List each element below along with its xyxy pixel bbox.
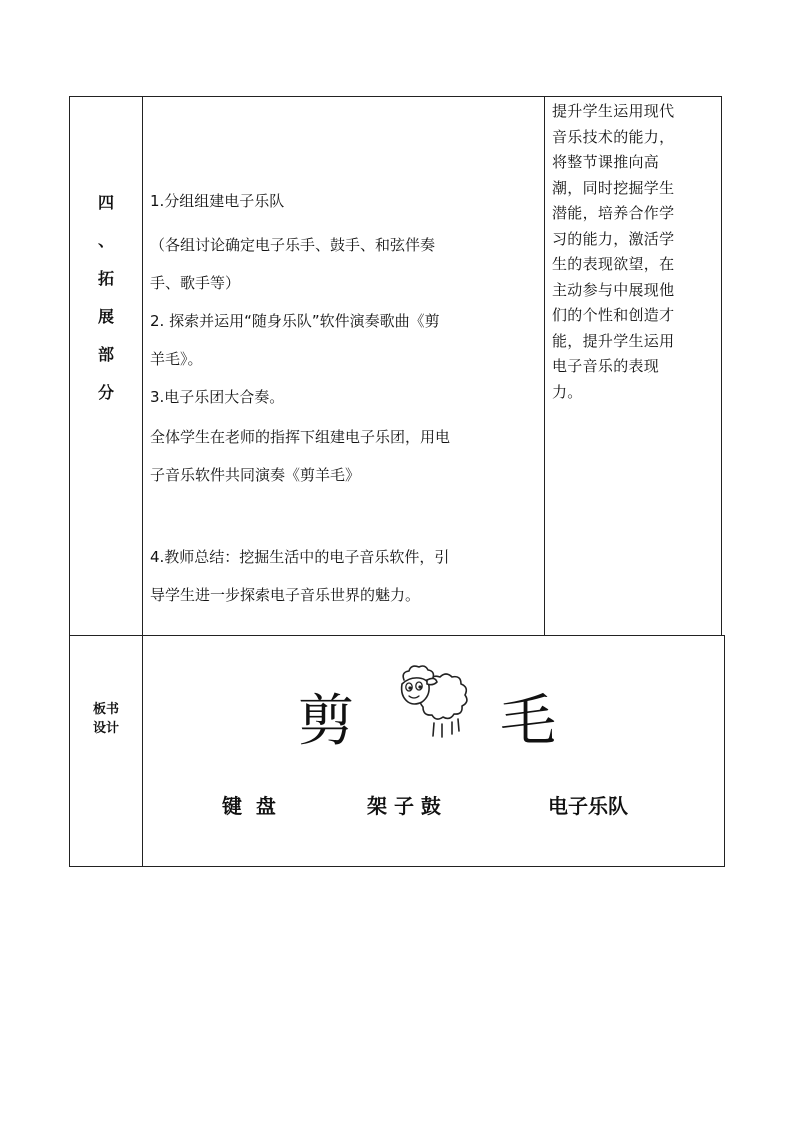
- table-border-right-upper: [721, 96, 722, 635]
- content-line: 4.教师总结：挖掘生活中的电子音乐软件，引: [150, 548, 450, 566]
- content-line: 3.电子乐团大合奏。: [150, 388, 285, 406]
- section-title-char: 、: [97, 231, 114, 250]
- content-line: 子音乐软件共同演奏《剪羊毛》: [150, 466, 361, 484]
- board-label-line: 设计: [92, 721, 119, 736]
- content-line: 全体学生在老师的指挥下组建电子乐团，用电: [150, 428, 451, 446]
- column-divider-1: [142, 96, 143, 867]
- table-border-right-lower: [724, 635, 725, 867]
- content-line: 1.分组组建电子乐队: [150, 192, 285, 210]
- purpose-line: 提升学生运用现代: [552, 102, 675, 120]
- purpose-line: 潮，同时挖掘学生: [552, 178, 675, 197]
- board-keyword: 架 子 鼓: [367, 794, 441, 818]
- purpose-line: 主动参与中展现他: [552, 280, 675, 299]
- board-title-char: 毛: [500, 689, 556, 754]
- purpose-line: 音乐技术的能力，: [552, 127, 675, 146]
- section-title-char: 部: [97, 345, 114, 364]
- purpose-line: 力。: [552, 382, 583, 401]
- content-line: 导学生进一步探索电子音乐世界的魅力。: [150, 586, 421, 604]
- board-design-label: [70, 700, 142, 738]
- board-keyword: 电子乐队: [548, 794, 628, 818]
- board-title-char: 剪: [298, 689, 354, 754]
- board-keyword: 键 盘: [222, 794, 276, 818]
- content-line: （各组讨论确定电子乐手、鼓手、和弦伴奏: [150, 236, 436, 254]
- row-divider: [69, 635, 725, 636]
- content-line: 手、歌手等）: [150, 274, 241, 292]
- purpose-line: 将整节课推向高: [552, 153, 660, 171]
- content-line: 2. 探索并运用“随身乐队”软件演奏歌曲《剪: [150, 312, 440, 330]
- table-border-top: [69, 96, 722, 97]
- section-title-char: 展: [97, 307, 114, 326]
- table-border-bottom: [69, 866, 725, 867]
- purpose-line: 能，提升学生运用: [552, 331, 675, 350]
- purpose-line: 习的能力，激活学: [552, 229, 675, 248]
- section-title-char: 拓: [97, 269, 114, 288]
- purpose-line: 电子音乐的表现: [552, 357, 660, 375]
- purpose-line: 潜能，培养合作学: [552, 204, 675, 222]
- purpose-line: 们的个性和创造才: [552, 306, 675, 324]
- design-purpose: [552, 102, 717, 408]
- section-title-char: 四: [97, 193, 114, 212]
- section-title: [70, 184, 142, 412]
- sheep-icon: [392, 660, 478, 746]
- board-label-line: 板书: [92, 702, 119, 717]
- activity-content: [150, 190, 540, 604]
- purpose-line: 生的表现欲望，在: [552, 255, 675, 273]
- section-title-char: 分: [97, 383, 114, 402]
- content-line: 羊毛》。: [150, 350, 203, 368]
- column-divider-2: [544, 96, 545, 635]
